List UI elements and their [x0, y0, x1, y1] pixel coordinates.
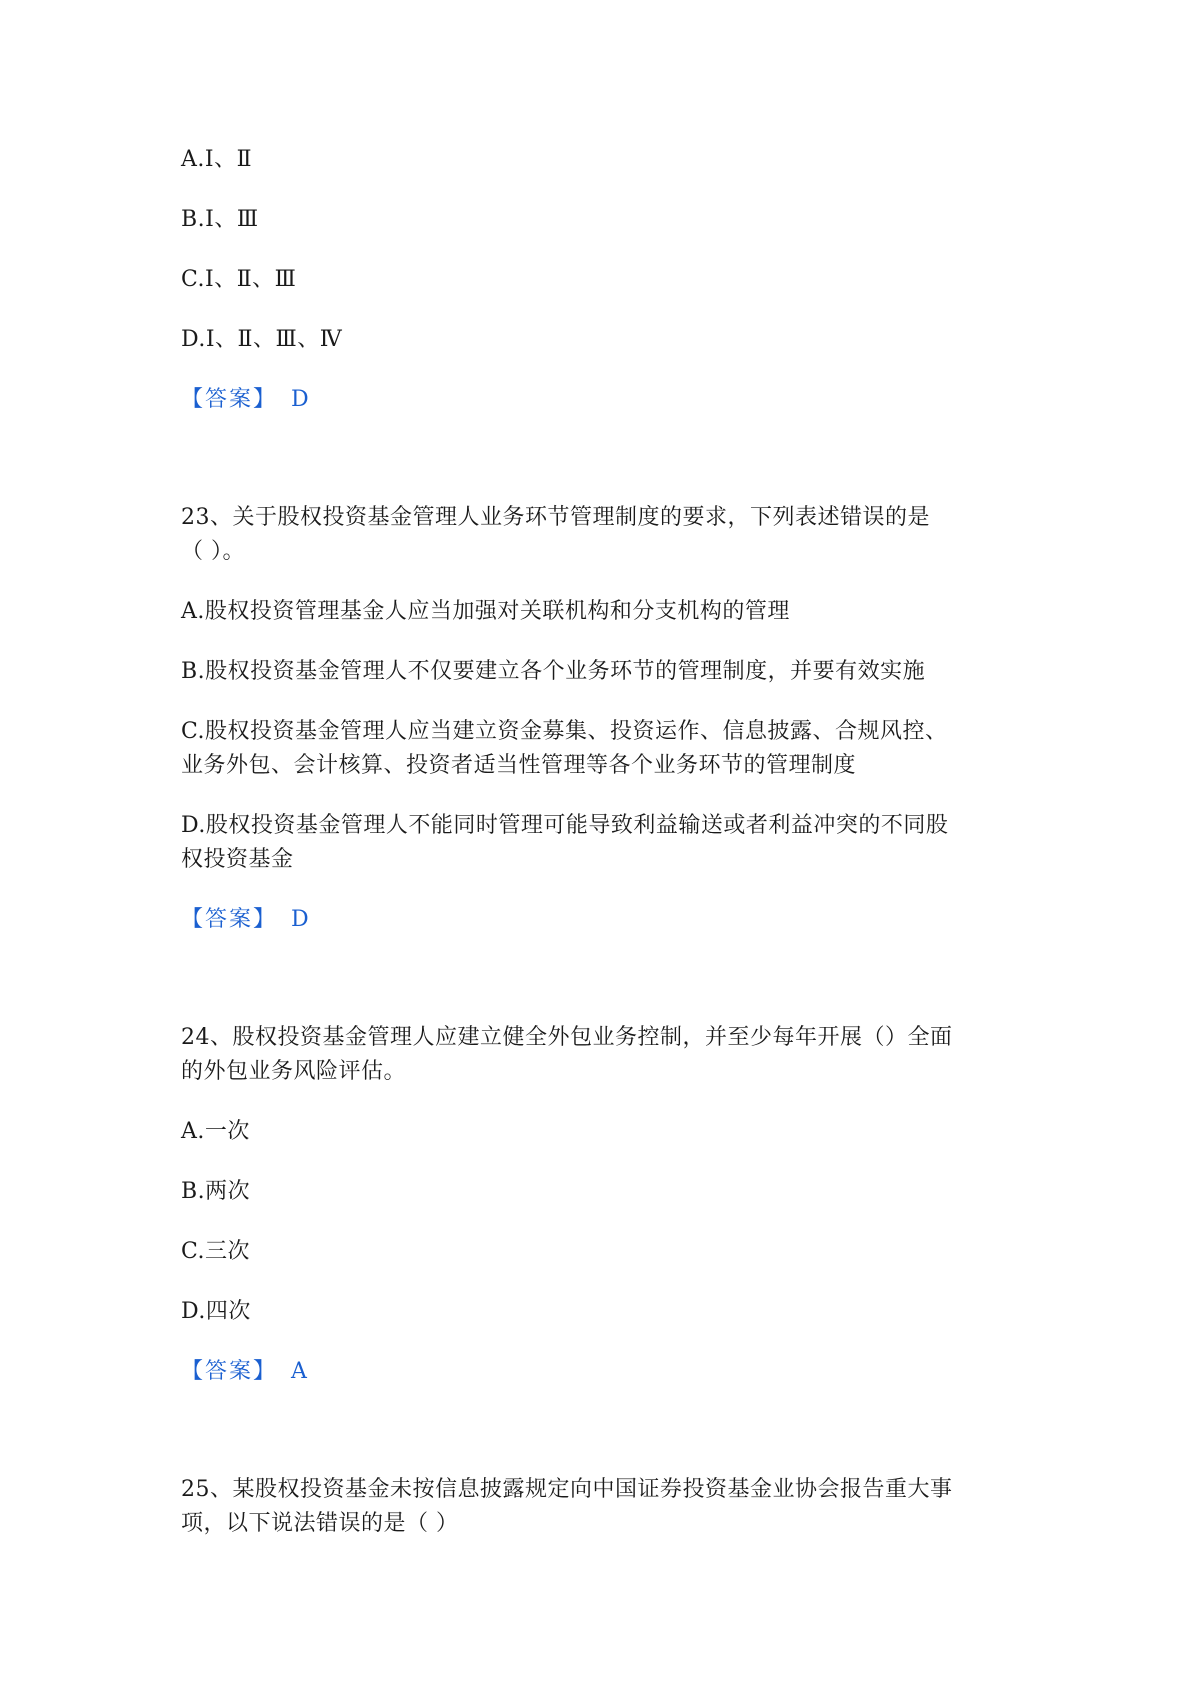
q22-option-b: B.Ⅰ、Ⅲ — [181, 207, 259, 232]
answer-label: 【答案】 — [181, 387, 278, 412]
q24-answer — [181, 1356, 307, 1388]
q22-option-d: D.Ⅰ、Ⅱ、Ⅲ、Ⅳ — [181, 327, 343, 352]
answer-value: D — [291, 387, 309, 412]
q23-option-d-line-2: 权投资基金 — [181, 847, 294, 872]
q23-answer — [181, 904, 309, 936]
q23-option-b: B.股权投资基金管理人不仅要建立各个业务环节的管理制度，并要有效实施 — [181, 659, 926, 684]
q23-option-a: A.股权投资管理基金人应当加强对关联机构和分支机构的管理 — [181, 599, 790, 624]
q24-option-d: D.四次 — [181, 1299, 251, 1324]
q23-option-c-line-2: 业务外包、会计核算、投资者适当性管理等各个业务环节的管理制度 — [181, 753, 857, 778]
q23-stem-line-2: （ ）。 — [181, 539, 245, 564]
q24-stem-line-2: 的外包业务风险评估。 — [181, 1059, 407, 1084]
q24-option-a: A.一次 — [181, 1119, 250, 1144]
q24-option-b: B.两次 — [181, 1179, 251, 1204]
q22-option-c: C.Ⅰ、Ⅱ、Ⅲ — [181, 267, 297, 292]
q25-stem-line-1: 25、某股权投资基金未按信息披露规定向中国证券投资基金业协会报告重大事 — [181, 1477, 953, 1502]
answer-value: D — [291, 907, 309, 932]
q23-option-d-line-1: D.股权投资基金管理人不能同时管理可能导致利益输送或者利益冲突的不同股 — [181, 813, 949, 838]
q24-stem-line-1: 24、股权投资基金管理人应建立健全外包业务控制，并至少每年开展（）全面 — [181, 1025, 953, 1050]
answer-label: 【答案】 — [181, 907, 278, 932]
answer-value: A — [291, 1359, 307, 1384]
q22-option-a: A.Ⅰ、Ⅱ — [181, 147, 253, 172]
q22-answer — [181, 384, 309, 416]
answer-label: 【答案】 — [181, 1359, 278, 1384]
q24-option-c: C.三次 — [181, 1239, 251, 1264]
q25-stem-line-2: 项，以下说法错误的是（ ） — [181, 1511, 459, 1536]
q23-stem-line-1: 23、关于股权投资基金管理人业务环节管理制度的要求，下列表述错误的是 — [181, 505, 930, 530]
q23-option-c-line-1: C.股权投资基金管理人应当建立资金募集、投资运作、信息披露、合规风控、 — [181, 719, 948, 744]
